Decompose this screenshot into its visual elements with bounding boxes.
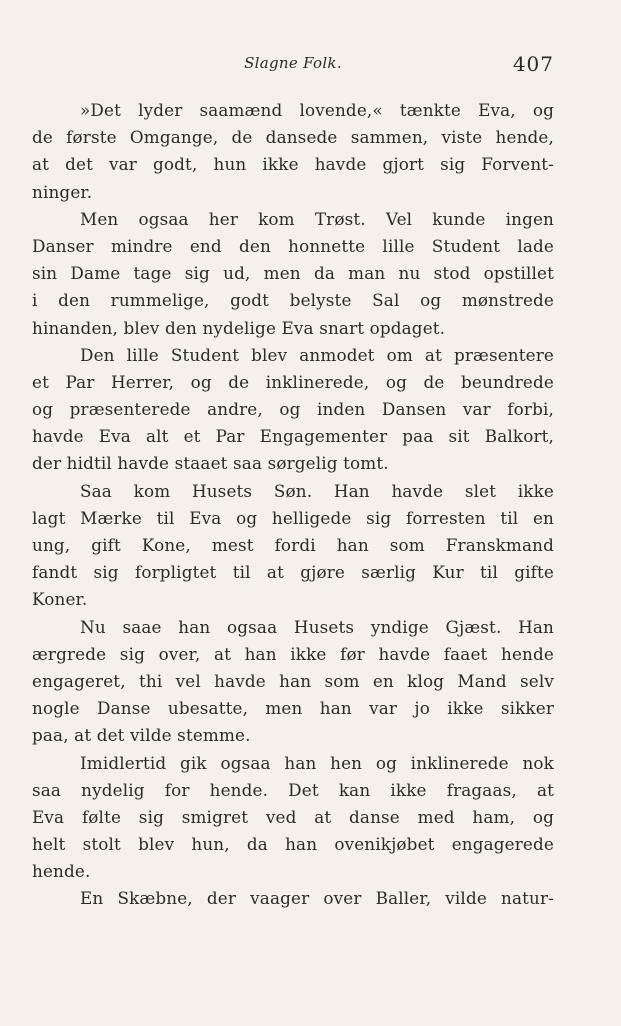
body-text [32, 97, 554, 913]
text-line: ninger. [32, 181, 93, 202]
text-line: Men ogsaa her kom Trøst. Vel kunde ingen [80, 208, 554, 229]
text-line: og præsenterede andre, og inden Dansen var forbi, [32, 399, 554, 420]
text-line: helt stolt blev hun, da han ovenikjøbet engagerede [32, 834, 554, 855]
text-line: En Skæbne, der vaager over Baller, vilde natur- [80, 888, 554, 909]
text-line: i den rummelige, godt belyste Sal og mønstrede [32, 290, 554, 311]
text-line: Den lille Student blev anmodet om at præsentere [80, 344, 554, 365]
text-line: Danser mindre end den honnette lille Student lade [32, 235, 554, 256]
text-line: fandt sig forpligtet til at gjøre særlig Kur til gifte [32, 562, 554, 583]
text-line: lagt Mærke til Eva og helligede sig forresten til en [32, 507, 554, 528]
running-head [32, 54, 554, 78]
page-number: 407 [512, 52, 554, 76]
text-line: nogle Danse ubesatte, men han var jo ikke sikker [32, 698, 554, 719]
text-line: Saa kom Husets Søn. Han havde slet ikke [80, 480, 554, 501]
running-title: Slagne Folk. [244, 54, 342, 72]
text-line: ærgrede sig over, at han ikke før havde faaet hende [32, 643, 554, 664]
text-line: Koner. [32, 589, 88, 610]
text-line: sin Dame tage sig ud, men da man nu stod opstillet [32, 263, 554, 284]
text-line: Eva følte sig smigret ved at danse med ham, og [32, 806, 554, 827]
text-line: et Par Herrer, og de inklinerede, og de beundrede [32, 371, 554, 392]
text-line: de første Omgange, de dansede sammen, viste hende, [32, 127, 554, 148]
text-line: hende. [32, 861, 91, 882]
text-line: paa, at det vilde stemme. [32, 725, 251, 746]
text-line: »Det lyder saamænd lovende,« tænkte Eva, og [80, 100, 554, 120]
text-line: havde Eva alt et Par Engagementer paa sit Balkort, [32, 426, 554, 447]
text-line: der hidtil havde staaet saa sørgelig tomt. [32, 453, 389, 474]
text-line: Imidlertid gik ogsaa han hen og inklinerede nok [80, 752, 554, 773]
text-line: Nu saae han ogsaa Husets yndige Gjæst. Han [80, 616, 554, 637]
text-line: hinanden, blev den nydelige Eva snart opdaget. [32, 317, 446, 338]
text-line: saa nydelig for hende. Det kan ikke fragaas, at [32, 779, 554, 800]
text-line: ung, gift Kone, mest fordi han som Franskmand [32, 535, 554, 555]
text-line: at det var godt, hun ikke havde gjort sig Forvent- [32, 154, 554, 175]
text-line: engageret, thi vel havde han som en klog Mand selv [32, 670, 554, 691]
